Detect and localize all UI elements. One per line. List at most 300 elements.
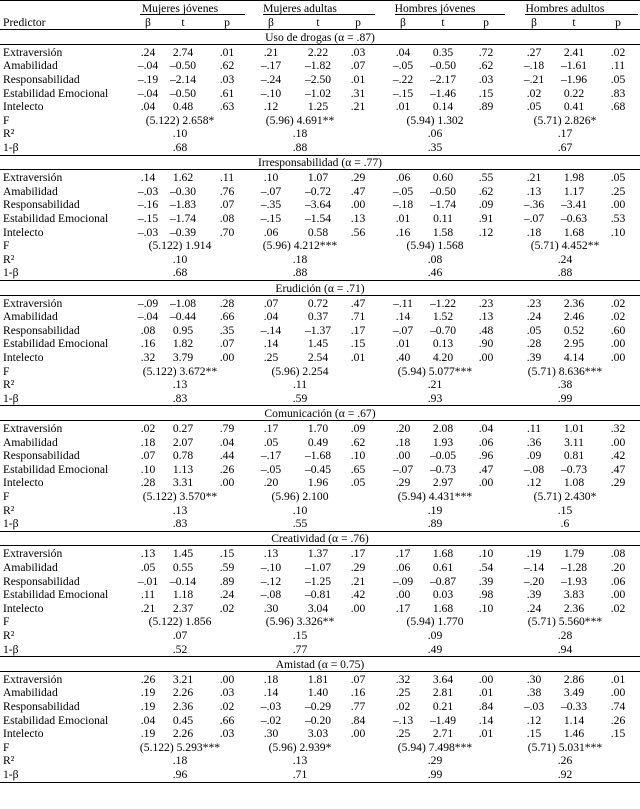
stat-cell: 1.45 (307, 337, 329, 351)
section-title-row (0, 406, 640, 421)
stat-cell: .38 (526, 686, 542, 700)
power-row-value: .68 (172, 266, 188, 280)
stat-cell: .00 (350, 198, 366, 212)
predictor-label: Responsabilidad (3, 449, 80, 463)
stat-cell: 1.14 (563, 713, 585, 727)
stat-cell: 0.72 (307, 296, 329, 310)
stat-cell: .61 (219, 86, 235, 100)
stat-cell: 1.18 (172, 588, 194, 602)
stat-cell: .66 (219, 713, 235, 727)
stat-cell: .00 (610, 588, 626, 602)
stat-cell: .03 (350, 45, 366, 59)
stat-cell: –1.96 (560, 73, 588, 86)
stat-cell: .20 (263, 476, 279, 490)
stat-cell: .06 (610, 574, 626, 588)
stat-cell: .24 (526, 310, 542, 324)
stat-cell: .20 (395, 422, 411, 435)
predictor-label: Responsabilidad (3, 574, 80, 588)
stat-cell: 2.46 (563, 310, 585, 324)
stat-header: p (355, 15, 361, 29)
stat-cell: –3.41 (560, 198, 588, 212)
stat-cell: –0.73 (560, 462, 588, 476)
stat-cell: –.04 (137, 310, 159, 324)
stat-cell: .01 (350, 73, 366, 86)
stat-cell: .12 (526, 713, 542, 727)
stat-cell: .76 (219, 184, 235, 198)
stat-cell: 3.04 (307, 601, 329, 615)
section-title-row (0, 531, 640, 546)
stat-cell: .89 (478, 100, 494, 114)
power-row-value: .88 (292, 266, 308, 280)
stat-cell: 1.17 (563, 184, 585, 198)
stat-cell: .84 (350, 713, 366, 727)
stat-cell: .10 (478, 547, 494, 561)
stat-cell: –0.63 (560, 212, 588, 225)
stat-cell: –1.74 (169, 212, 197, 225)
f-row-value: (5.94) 1.770 (406, 615, 464, 629)
f-row-label: F (3, 740, 10, 754)
stat-cell: –1.08 (169, 296, 197, 310)
stat-cell: .00 (610, 198, 626, 212)
f-row-value: (5.122) 2.658* (145, 113, 215, 127)
predictor-label: Extraversión (3, 45, 63, 59)
f-row-value: (5.71) 2.430* (533, 490, 597, 503)
stat-cell: .08 (610, 547, 626, 561)
stat-cell: 3.64 (432, 672, 454, 686)
stat-cell: 1.46 (563, 727, 585, 741)
stat-header: p (483, 15, 489, 29)
stat-cell: –0.44 (169, 310, 197, 324)
stat-cell: .91 (478, 212, 494, 225)
stat-header: t (572, 15, 576, 29)
stat-cell: 3.03 (307, 727, 329, 741)
stat-cell: .53 (610, 212, 626, 225)
stat-cell: .09 (350, 422, 366, 435)
r2-row-value: .21 (427, 378, 443, 392)
stat-cell: .04 (140, 100, 156, 114)
stat-cell: .03 (219, 727, 235, 741)
r2-row-value: .17 (557, 127, 573, 141)
predictor-label: Intelecto (3, 476, 44, 490)
stat-cell: .00 (478, 351, 494, 364)
predictor-label: Amabilidad (3, 310, 58, 324)
stat-cell: 3.21 (172, 672, 194, 686)
stat-cell: 2.26 (172, 727, 194, 741)
power-row-value: .88 (557, 266, 573, 280)
stat-cell: .79 (219, 422, 235, 435)
stat-cell: .18 (140, 435, 156, 449)
stat-cell: .29 (350, 561, 366, 574)
stat-cell: 0.11 (433, 212, 453, 225)
stat-cell: .74 (610, 700, 626, 713)
stat-cell: .55 (478, 171, 494, 185)
stat-cell: .39 (478, 574, 494, 588)
stat-cell: .18 (263, 672, 279, 686)
f-row-value: (5.94) 7.498*** (397, 740, 473, 754)
power-row-label: 1-β (3, 266, 19, 280)
power-row-value: .68 (172, 141, 188, 154)
stat-cell: –.07 (260, 184, 282, 198)
stat-cell: .06 (478, 435, 494, 449)
power-row-value: .52 (172, 642, 188, 656)
stat-cell: 0.37 (307, 310, 329, 324)
power-row-value: .88 (292, 141, 308, 154)
power-row-value: .93 (427, 391, 443, 405)
stat-cell: 2.36 (563, 296, 585, 310)
stat-cell: –.12 (260, 574, 282, 588)
section-title: Comunicación (α = .67) (264, 406, 376, 420)
section-title: Irresponsabilidad (α = .77) (257, 156, 382, 170)
stat-cell: .28 (219, 296, 235, 310)
predictor-label: Responsabilidad (3, 73, 80, 86)
predictor-label: Intelecto (3, 225, 44, 239)
r2-row-value: .18 (172, 754, 188, 768)
stat-cell: .00 (478, 672, 494, 686)
f-row-value: (5.96) 4.691** (265, 113, 335, 127)
stat-cell: –1.49 (429, 713, 457, 727)
predictor-label: Extraversión (3, 422, 63, 435)
stat-cell: .15 (478, 86, 494, 100)
power-row-value: .83 (172, 391, 188, 405)
stat-cell: .56 (350, 225, 366, 239)
stat-cell: –.15 (137, 212, 159, 225)
stat-cell: .62 (219, 59, 235, 73)
stat-cell: 2.22 (307, 45, 329, 59)
power-row (0, 642, 640, 657)
stat-cell: .02 (610, 296, 626, 310)
stat-cell: 2.08 (432, 422, 454, 435)
stat-cell: –1.61 (560, 59, 588, 73)
predictor-label: Amabilidad (3, 184, 58, 198)
stat-cell: .54 (478, 561, 494, 574)
stat-cell: .19 (526, 547, 542, 561)
stat-cell: –.03 (137, 184, 159, 198)
power-row-value: .99 (427, 768, 443, 781)
predictor-label: Amabilidad (3, 435, 58, 449)
stat-cell: .05 (610, 73, 626, 86)
stat-cell: .23 (478, 296, 494, 310)
stat-cell: .30 (263, 601, 279, 615)
stat-cell: –0.20 (304, 713, 332, 727)
stat-cell: .02 (219, 601, 235, 615)
stat-cell: .65 (350, 462, 366, 476)
stat-cell: –.03 (260, 700, 282, 713)
stat-cell: .02 (395, 700, 411, 713)
stat-cell: .89 (219, 574, 235, 588)
stat-cell: –.09 (392, 574, 414, 588)
f-row-label: F (3, 490, 10, 503)
stat-cell: 3.79 (172, 351, 194, 364)
stat-cell: .32 (610, 422, 626, 435)
stat-cell: 1.93 (432, 435, 454, 449)
stat-cell: 1.40 (307, 686, 329, 700)
stat-cell: 3.31 (172, 476, 194, 490)
stat-cell: 2.41 (563, 45, 585, 59)
stat-cell: .05 (350, 476, 366, 490)
section-title: Erudición (α = .71) (275, 281, 365, 295)
stat-cell: .13 (350, 212, 366, 225)
stat-cell: .01 (395, 100, 411, 114)
stat-cell: .47 (478, 462, 494, 476)
stat-cell: –.04 (137, 86, 159, 100)
stat-cell: .30 (263, 727, 279, 741)
stat-header: β (400, 15, 406, 29)
stat-cell: .17 (395, 547, 411, 561)
stat-cell: –0.39 (169, 225, 197, 239)
stat-cell: –1.93 (560, 574, 588, 588)
stat-cell: .21 (140, 601, 156, 615)
section-title-row (0, 30, 640, 45)
stat-cell: .02 (140, 422, 156, 435)
f-row-value: (5.122) 1.856 (148, 615, 212, 629)
stat-cell: .17 (350, 323, 366, 337)
stat-cell: .19 (140, 700, 156, 713)
stat-cell: –1.82 (304, 59, 332, 73)
header-stats-row (0, 15, 640, 30)
stat-cell: –1.68 (304, 449, 332, 463)
stat-cell: .02 (526, 86, 542, 100)
stat-cell: .62 (478, 184, 494, 198)
stat-cell: .48 (478, 323, 494, 337)
r2-row-label: R² (3, 127, 15, 141)
stat-cell: .03 (219, 73, 235, 86)
f-row-value: (5.96) 2.100 (271, 490, 329, 503)
r2-row-value: .13 (292, 754, 308, 768)
stat-cell: –.36 (523, 198, 545, 212)
stat-cell: 4.14 (563, 351, 585, 364)
stat-cell: .39 (526, 588, 542, 602)
f-row-label: F (3, 364, 10, 378)
stat-cell: .70 (219, 225, 235, 239)
stat-cell: .01 (478, 727, 494, 741)
stat-cell: –0.70 (429, 323, 457, 337)
r2-row-value: .29 (427, 754, 443, 768)
stat-cell: 2.37 (172, 601, 194, 615)
stat-cell: 0.95 (172, 323, 194, 337)
r2-row-value: .13 (172, 378, 188, 392)
stat-cell: 0.52 (563, 323, 585, 337)
predictor-label: Intelecto (3, 351, 44, 364)
stat-cell: .00 (395, 449, 411, 463)
stat-cell: –1.46 (429, 86, 457, 100)
stat-cell: .02 (610, 601, 626, 615)
stat-cell: .47 (350, 296, 366, 310)
stat-cell: .15 (219, 547, 235, 561)
power-row-value: .99 (557, 391, 573, 405)
stat-cell: .27 (526, 45, 542, 59)
stat-cell: .47 (610, 462, 626, 476)
stat-cell: –.13 (392, 713, 414, 727)
stat-cell: –.11 (393, 296, 413, 310)
stat-cell: 1.68 (563, 225, 585, 239)
f-row-value: (5.122) 5.293*** (139, 740, 221, 754)
stat-cell: .66 (219, 310, 235, 324)
r2-row-value: .13 (172, 503, 188, 517)
stat-cell: –.10 (260, 561, 282, 574)
stat-cell: –2.17 (429, 73, 457, 86)
stat-cell: 0.22 (563, 86, 585, 100)
stat-cell: .07 (350, 59, 366, 73)
stat-cell: .19 (140, 686, 156, 700)
stat-cell: 1.13 (172, 462, 194, 476)
stat-cell: 2.36 (172, 700, 194, 713)
stat-cell: .62 (478, 59, 494, 73)
stat-cell: .15 (610, 727, 626, 741)
stat-cell: 2.54 (307, 351, 329, 364)
stat-cell: –3.64 (304, 198, 332, 212)
stat-cell: .08 (219, 212, 235, 225)
power-row (0, 140, 640, 155)
stat-cell: .35 (219, 323, 235, 337)
stat-cell: .26 (610, 713, 626, 727)
stat-cell: .01 (219, 45, 235, 59)
f-row-value: (5.94) 4.431*** (397, 490, 473, 503)
stat-cell: 0.03 (432, 588, 454, 602)
section-title-row (0, 155, 640, 170)
r2-row-value: .10 (292, 503, 308, 517)
r2-row-value: .26 (557, 754, 573, 768)
stat-cell: –0.30 (169, 184, 197, 198)
power-row-label: 1-β (3, 517, 19, 531)
stat-cell: –0.05 (429, 449, 457, 463)
stat-cell: .17 (350, 547, 366, 561)
stat-cell: .01 (610, 672, 626, 686)
stat-cell: –0.87 (429, 574, 457, 588)
stat-cell: –0.50 (429, 59, 457, 73)
r2-row-value: .06 (427, 127, 443, 141)
stat-cell: –.14 (523, 561, 545, 574)
stat-cell: .06 (395, 171, 411, 185)
stat-cell: 1.45 (172, 547, 194, 561)
stat-cell: 3.83 (563, 588, 585, 602)
stat-cell: .68 (610, 100, 626, 114)
stat-cell: .62 (350, 435, 366, 449)
stat-cell: .32 (395, 672, 411, 686)
stat-cell: 1.01 (563, 422, 585, 435)
stat-cell: .13 (263, 547, 279, 561)
stat-cell: –.08 (523, 462, 545, 476)
stat-cell: .00 (610, 435, 626, 449)
power-row-label: 1-β (3, 642, 19, 656)
section-title-row (0, 281, 640, 296)
stat-cell: –.14 (260, 323, 282, 337)
stat-cell: .26 (219, 462, 235, 476)
stat-cell: .42 (610, 449, 626, 463)
section-title: Uso de drogas (α = .87) (265, 30, 375, 44)
power-row (0, 516, 640, 531)
r2-row-label: R² (3, 629, 15, 642)
stat-cell: .14 (263, 686, 279, 700)
f-row-value: (5.122) 3.672** (142, 364, 218, 378)
stat-cell: 0.61 (432, 561, 454, 574)
f-row-value: (5.94) 1.302 (406, 113, 464, 127)
stat-cell: .01 (395, 212, 411, 225)
stat-cell: –.01 (137, 574, 159, 588)
stat-cell: .11 (219, 171, 235, 185)
stat-cell: 0.45 (172, 713, 194, 727)
stat-cell: .07 (219, 337, 235, 351)
predictor-label: Responsabilidad (3, 323, 80, 337)
stat-cell: –.09 (137, 296, 159, 310)
r2-row-value: .24 (557, 252, 573, 266)
stat-cell: .39 (526, 351, 542, 364)
stat-cell: .18 (526, 225, 542, 239)
stat-cell: .21 (350, 100, 366, 114)
power-row-value: .96 (172, 768, 188, 781)
stat-cell: .00 (610, 351, 626, 364)
power-row-value: .77 (292, 642, 308, 656)
stat-cell: .24 (219, 588, 235, 602)
stat-cell: –0.14 (169, 574, 197, 588)
f-row-value: (5.71) 5.031*** (527, 740, 603, 754)
stat-cell: .24 (140, 45, 156, 59)
f-row-value: (5.71) 5.560*** (527, 615, 603, 629)
stat-cell: 0.81 (563, 449, 585, 463)
f-row-value: (5.96) 2.939* (268, 740, 332, 754)
stat-cell: –0.29 (304, 700, 332, 713)
r2-row-value: .10 (172, 252, 188, 266)
f-row-value: (5.71) 4.452** (530, 239, 600, 253)
predictor-label: Extraversión (3, 547, 63, 561)
stat-cell: .11 (526, 422, 542, 435)
power-row-value: .59 (292, 391, 308, 405)
stat-cell: 1.58 (432, 225, 454, 239)
stat-cell: 0.60 (432, 171, 454, 185)
stat-cell: 0.27 (172, 422, 194, 435)
stat-cell: –.17 (260, 449, 282, 463)
stat-cell: .15 (350, 337, 366, 351)
stat-cell: –.03 (137, 225, 159, 239)
stat-cell: .09 (478, 198, 494, 212)
stat-cell: 1.79 (563, 547, 585, 561)
power-row-value: .35 (427, 141, 443, 154)
stat-cell: .24 (526, 601, 542, 615)
f-row-value: (5.94) 1.568 (406, 239, 464, 253)
stat-cell: 1.68 (432, 601, 454, 615)
stat-cell: .02 (610, 45, 626, 59)
stat-cell: .06 (395, 561, 411, 574)
power-row-value: .67 (557, 141, 573, 154)
stat-cell: –.18 (523, 59, 545, 73)
stat-cell: –.17 (260, 59, 282, 73)
stat-cell: –.05 (260, 462, 282, 476)
power-row-value: .89 (427, 517, 443, 531)
predictor-label: Amabilidad (3, 561, 58, 574)
stat-cell: .18 (395, 435, 411, 449)
stat-cell: –1.25 (304, 574, 332, 588)
stat-cell: 0.58 (307, 225, 329, 239)
stat-cell: .13 (526, 184, 542, 198)
stat-header: t (441, 15, 445, 29)
f-row-value: (5.71) 8.636*** (527, 364, 603, 378)
r2-row-value: .28 (557, 629, 573, 642)
stat-cell: .10 (263, 171, 279, 185)
stat-cell: –.04 (137, 59, 159, 73)
r2-row-value: .38 (557, 378, 573, 392)
stat-cell: 2.86 (563, 672, 585, 686)
power-row-value: .92 (557, 768, 573, 781)
stat-cell: .77 (350, 700, 366, 713)
predictor-label: Extraversión (3, 296, 63, 310)
stat-cell: .21 (350, 574, 366, 588)
stat-cell: .00 (219, 351, 235, 364)
stat-cell: 1.08 (563, 476, 585, 490)
stat-cell: .00 (610, 686, 626, 700)
stat-cell: –0.81 (304, 588, 332, 602)
predictor-label: Extraversión (3, 672, 63, 686)
stat-cell: .05 (526, 323, 542, 337)
stat-cell: 1.52 (432, 310, 454, 324)
